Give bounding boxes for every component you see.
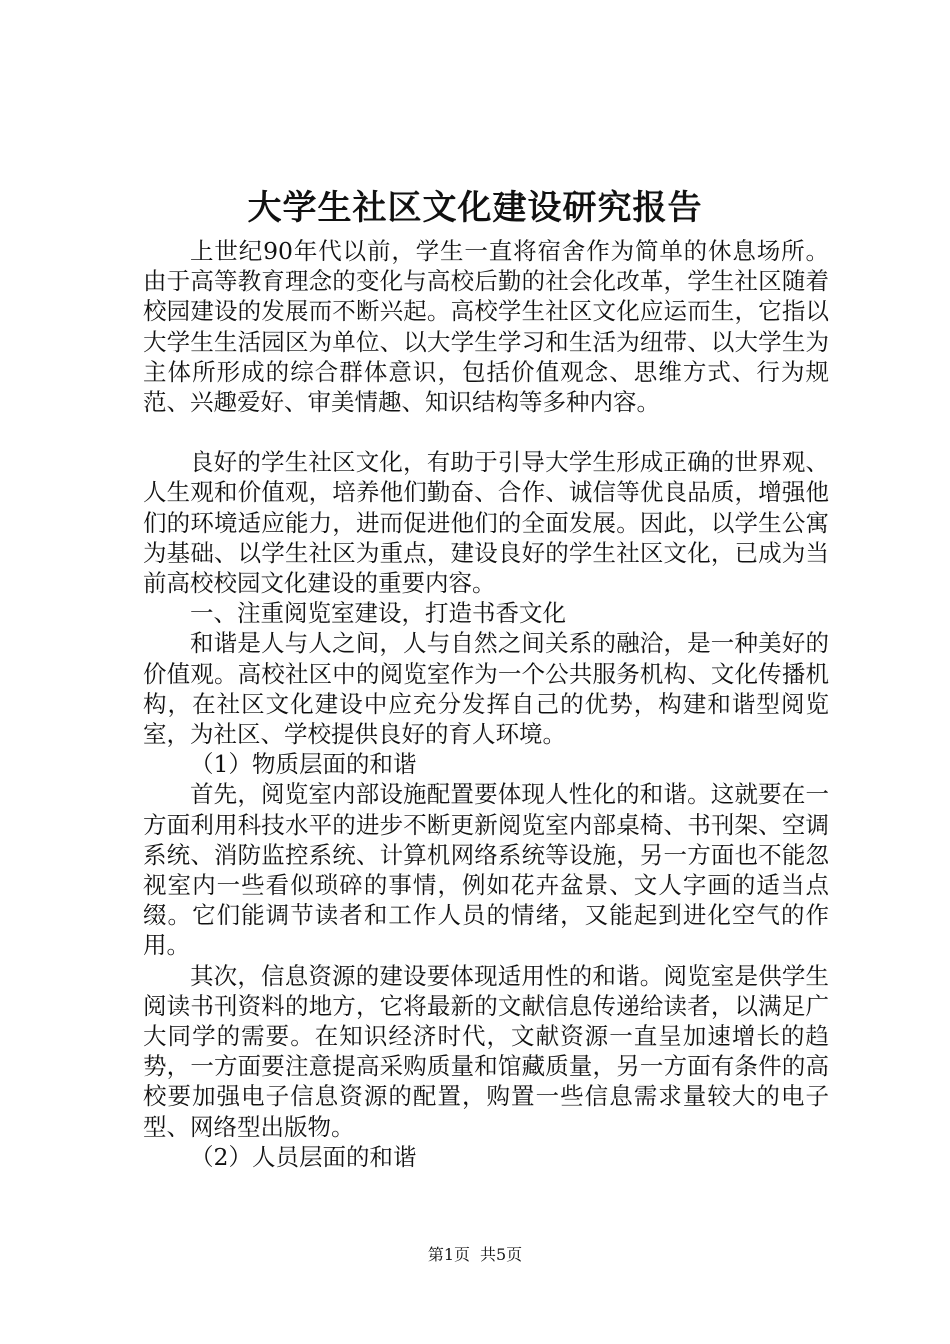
subheading-personnel-harmony: （2）人员层面的和谐	[190, 1142, 417, 1171]
page-total: 共5页	[480, 1245, 523, 1264]
document-title: 大学生社区文化建设研究报告	[247, 188, 703, 228]
paragraph-significance: 良好的学生社区文化，有助于引导大学生形成正确的世界观、人生观和价值观，培养他们勤奋、合作、诚信等优良品质，增强他们的环境适应能力，进而促进他们的全面发展。因此，以学生公寓为基础、以学生社区为重点，建设良好的学生社区文化，已成为当前高校校园文化建设的重要内容。	[143, 448, 829, 598]
paragraph-harmony: 和谐是人与人之间，人与自然之间关系的融洽，是一种美好的价值观。高校社区中的阅览室作为一个公共服务机构、文化传播机构，在社区文化建设中应充分发挥自己的优势，构建和谐型阅览室，为社区、学校提供良好的育人环境。	[143, 629, 829, 749]
section-heading-reading-room: 一、注重阅览室建设，打造书香文化	[190, 599, 566, 628]
subheading-material-harmony: （1）物质层面的和谐	[190, 750, 417, 779]
paragraph-resources: 其次，信息资源的建设要体现适用性的和谐。阅览室是供学生阅读书刊资料的地方，它将最新的文献信息传递给读者，以满足广大同学的需要。在知识经济时代，文献资源一直呈加速增长的趋势，一方面要注意提高采购质量和馆藏质量，另一方面有条件的高校要加强电子信息资源的配置，购置一些信息需求量较大的电子型、网络型出版物。	[143, 961, 829, 1141]
document-body	[143, 236, 829, 1172]
page-footer	[0, 1244, 950, 1266]
paragraph-facilities: 首先，阅览室内部设施配置要体现人性化的和谐。这就要在一方面利用科技水平的进步不断更新阅览室内部桌椅、书刊架、空调系统、消防监控系统、计算机网络系统等设施，另一方面也不能忽视室内一些看似琐碎的事情，例如花卉盆景、文人字画的适当点缀。它们能调节读者和工作人员的情绪，又能起到进化空气的作用。	[143, 780, 829, 960]
page-number: 第1页	[427, 1245, 470, 1264]
paragraph-intro: 上世纪90年代以前，学生一直将宿舍作为简单的休息场所。由于高等教育理念的变化与高校后勤的社会化改革，学生社区随着校园建设的发展而不断兴起。高校学生社区文化应运而生，它指以大学生生活园区为单位、以大学生学习和生活为纽带、以大学生为主体所形成的综合群体意识，包括价值观念、思维方式、行为规范、兴趣爱好、审美情趣、知识结构等多种内容。	[143, 237, 829, 417]
